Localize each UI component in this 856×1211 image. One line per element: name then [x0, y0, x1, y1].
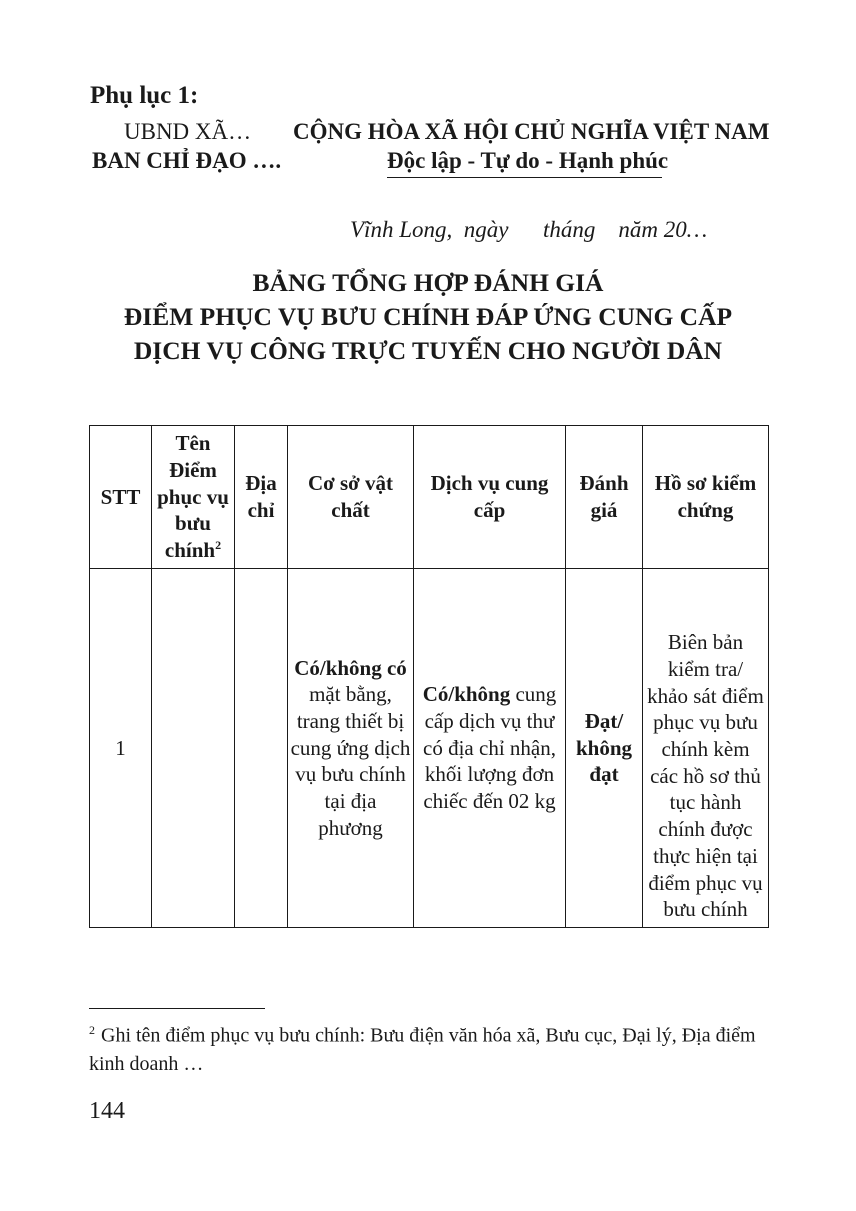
header-address: Địa chỉ [235, 426, 288, 569]
org-line-1: UBND XÃ… [124, 119, 252, 144]
cell-evidence: Biên bản kiểm tra/ khảo sát điểm phục vụ bưu chính kèm các hồ sơ thủ tục hành chính được thực hiện tại điểm phục vụ bưu chính [643, 569, 769, 928]
title-line-2: ĐIỂM PHỤC VỤ BƯU CHÍNH ĐÁP ỨNG CUNG CẤP [123, 302, 733, 331]
services-text: cung cấp dịch vụ thư có địa chỉ nhận, khối lượng đơn chiếc đến 02 kg [423, 682, 557, 814]
page-number: 144 [89, 1098, 125, 1124]
table-header-row [90, 426, 769, 569]
motto-underline [387, 177, 662, 178]
facilities-bold: Có/không có [294, 655, 407, 680]
header-facilities: Cơ sở vật chất [288, 426, 414, 569]
cell-address [235, 569, 288, 928]
cell-name [152, 569, 235, 928]
header-evidence: Hồ sơ kiểm chứng [643, 426, 769, 569]
footnote [89, 1016, 779, 1078]
dateline: Vĩnh Long, ngày tháng năm 20… [350, 217, 708, 242]
footnote-separator [89, 1008, 265, 1009]
header-services: Dịch vụ cung cấp [414, 426, 566, 569]
table-row [90, 569, 769, 928]
footnote-text: Ghi tên điểm phục vụ bưu chính: Bưu điện văn hóa xã, Bưu cục, Đại lý, Địa điểm kinh doanh … [89, 1024, 756, 1075]
footnote-ref: 2 [215, 538, 222, 553]
org-line-2: BAN CHỈ ĐẠO …. [92, 148, 282, 173]
evaluation-table [89, 425, 769, 928]
national-title: CỘNG HÒA XÃ HỘI CHỦ NGHĨA VIỆT NAM [293, 119, 770, 144]
title-line-1: BẢNG TỔNG HỢP ĐÁNH GIÁ [252, 268, 604, 297]
header-name-text: Tên Điểm phục vụ bưu chính [157, 431, 229, 563]
header-evaluation: Đánh giá [566, 426, 643, 569]
cell-stt: 1 [90, 569, 152, 928]
facilities-text: mặt bằng, trang thiết bị cung ứng dịch vụ bưu chính tại địa phương [290, 682, 411, 840]
cell-facilities [288, 569, 414, 928]
national-motto: Độc lập - Tự do - Hạnh phúc [387, 148, 669, 173]
header-stt: STT [90, 426, 152, 569]
footnote-mark: 2 [89, 1023, 95, 1037]
services-bold: Có/không [422, 682, 511, 707]
appendix-label: Phụ lục 1: [90, 82, 199, 109]
header-name [152, 426, 235, 569]
cell-services [414, 569, 566, 928]
document-title [0, 266, 856, 368]
cell-evaluation: Đạt/ không đạt [566, 569, 643, 928]
title-line-3: DỊCH VỤ CÔNG TRỰC TUYẾN CHO NGƯỜI DÂN [133, 336, 723, 365]
